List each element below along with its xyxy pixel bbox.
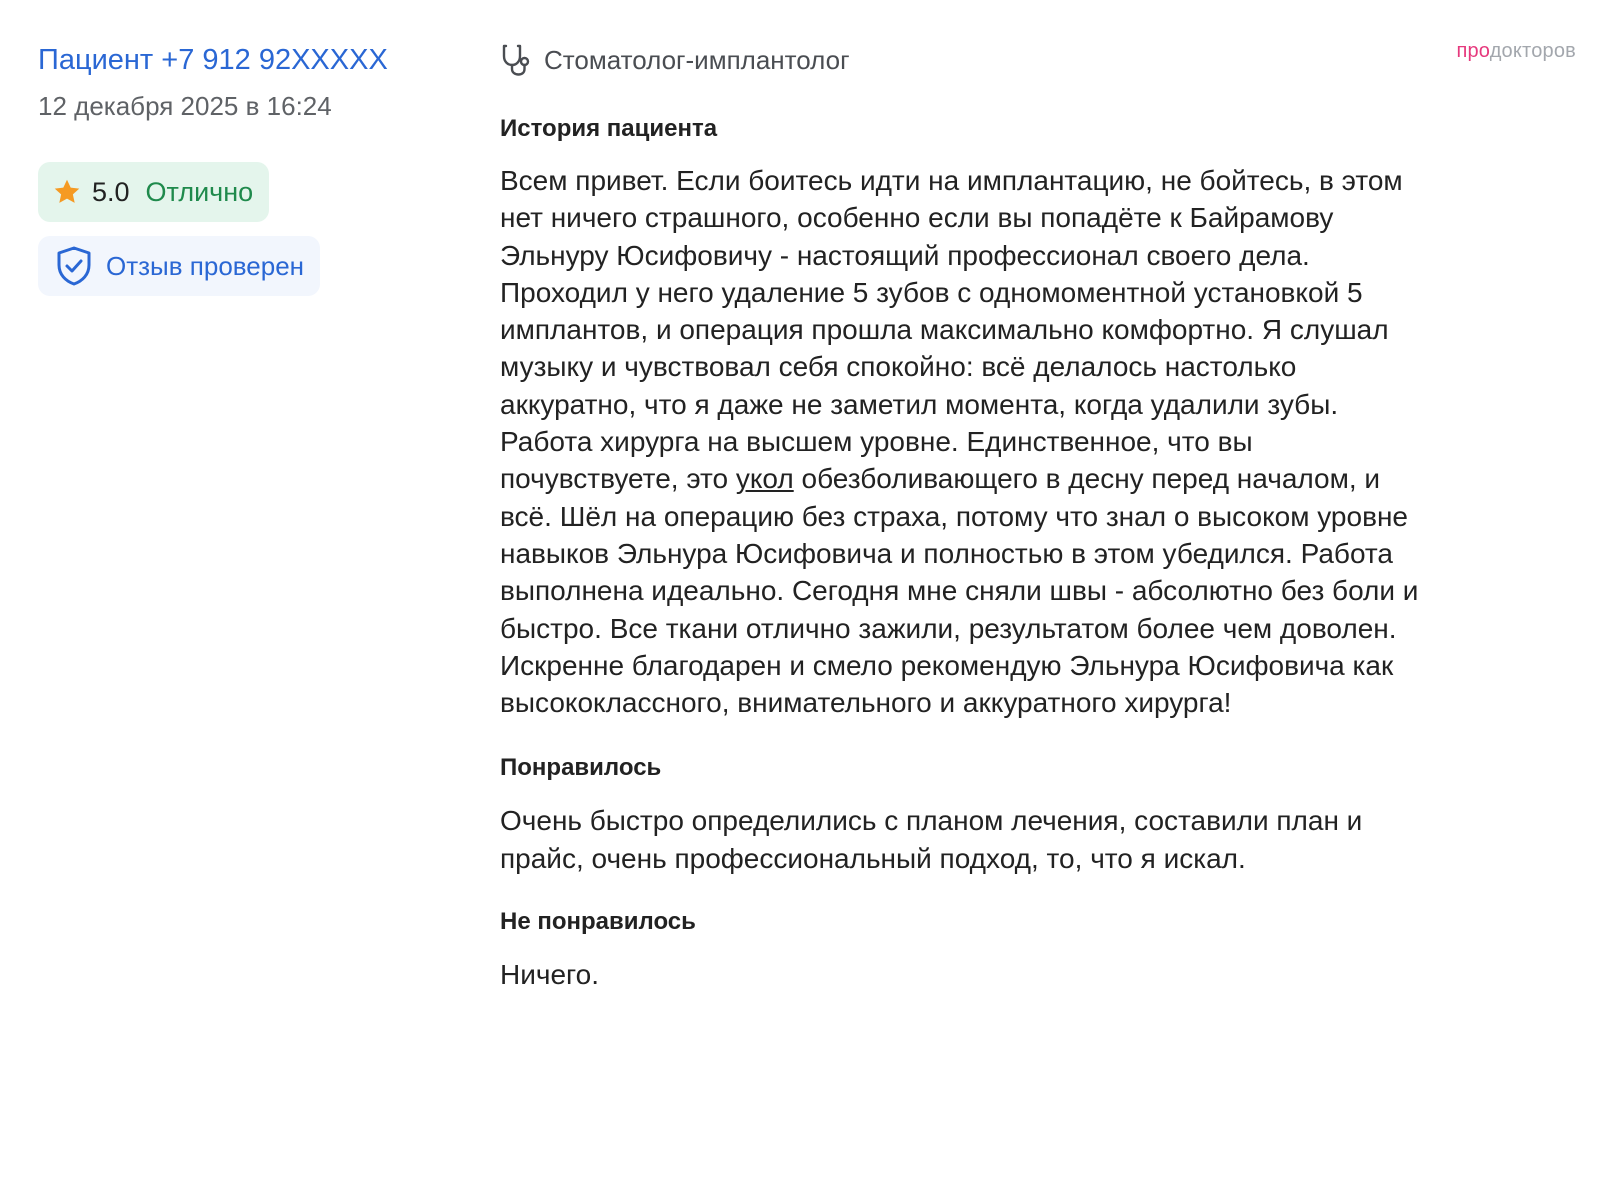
review-date: 12 декабря 2025 в 16:24	[38, 91, 332, 121]
verified-label: Отзыв проверен	[106, 250, 305, 281]
rating-value: 5.0	[92, 176, 130, 207]
history-heading: История пациента	[500, 115, 718, 142]
rating-label: Отлично	[145, 176, 254, 207]
review-content	[500, 38, 1560, 993]
specialty-row	[500, 38, 1560, 82]
review-author-panel	[38, 38, 458, 296]
history-text-underlined-word: укол	[735, 463, 794, 495]
patient-name-link[interactable]: Пациент +7 912 92XXXXX	[38, 44, 388, 76]
disliked-text: Ничего.	[500, 959, 599, 991]
stethoscope-icon	[500, 43, 532, 77]
specialty-label: Стоматолог-имплантолог	[544, 44, 850, 75]
verified-badge[interactable]	[38, 236, 320, 296]
disliked-heading: Не понравилось	[500, 908, 696, 936]
liked-text: Очень быстро определились с планом лечения, составили план и прайс, очень профессиональный подход, то, что я искал.	[500, 805, 1363, 874]
prodoktorov-logo[interactable]	[1456, 40, 1576, 63]
history-text-part1: Всем привет. Если боитесь идти на имплантацию, не бойтесь, в этом нет ничего страшного, особенно если вы попадёте к Байрамову Эльнуру Юсифовичу - настоящий профессионал своего дела. Проходил у него удаление 5 зубов с одномоментной установкой 5 имплантов, и операция прошла максимально комфортно. Я слушал музыку и чувствовал себя спокойно: всё делалось настолько аккуратно, что я даже не заметил момента, когда удалили зубы. Работа хирурга на высшем уровне. Единственное, что вы почувствуете, это	[500, 165, 1403, 495]
logo-part-doktorov: докторов	[1489, 40, 1576, 62]
rating-badge	[38, 162, 269, 222]
history-text	[500, 162, 1560, 721]
star-icon	[52, 177, 82, 207]
history-text-part2: обезболивающего в десну перед началом, и всё. Шёл на операцию без страха, потому что знал о высоком уровне навыков Эльнура Юсифовича и полностью в этом убедился. Работа выполнена идеально. Сегодня мне сняли швы - абсолютно без боли и быстро. Все ткани отлично зажили, результатом более чем доволен. Искренне благодарен и смело рекомендую Эльнура Юсифовича как высококлассного, внимательного и аккуратного хирурга!	[500, 463, 1419, 719]
shield-check-icon	[52, 244, 96, 288]
logo-part-pro: про	[1456, 40, 1490, 62]
liked-heading: Понравилось	[500, 754, 662, 782]
